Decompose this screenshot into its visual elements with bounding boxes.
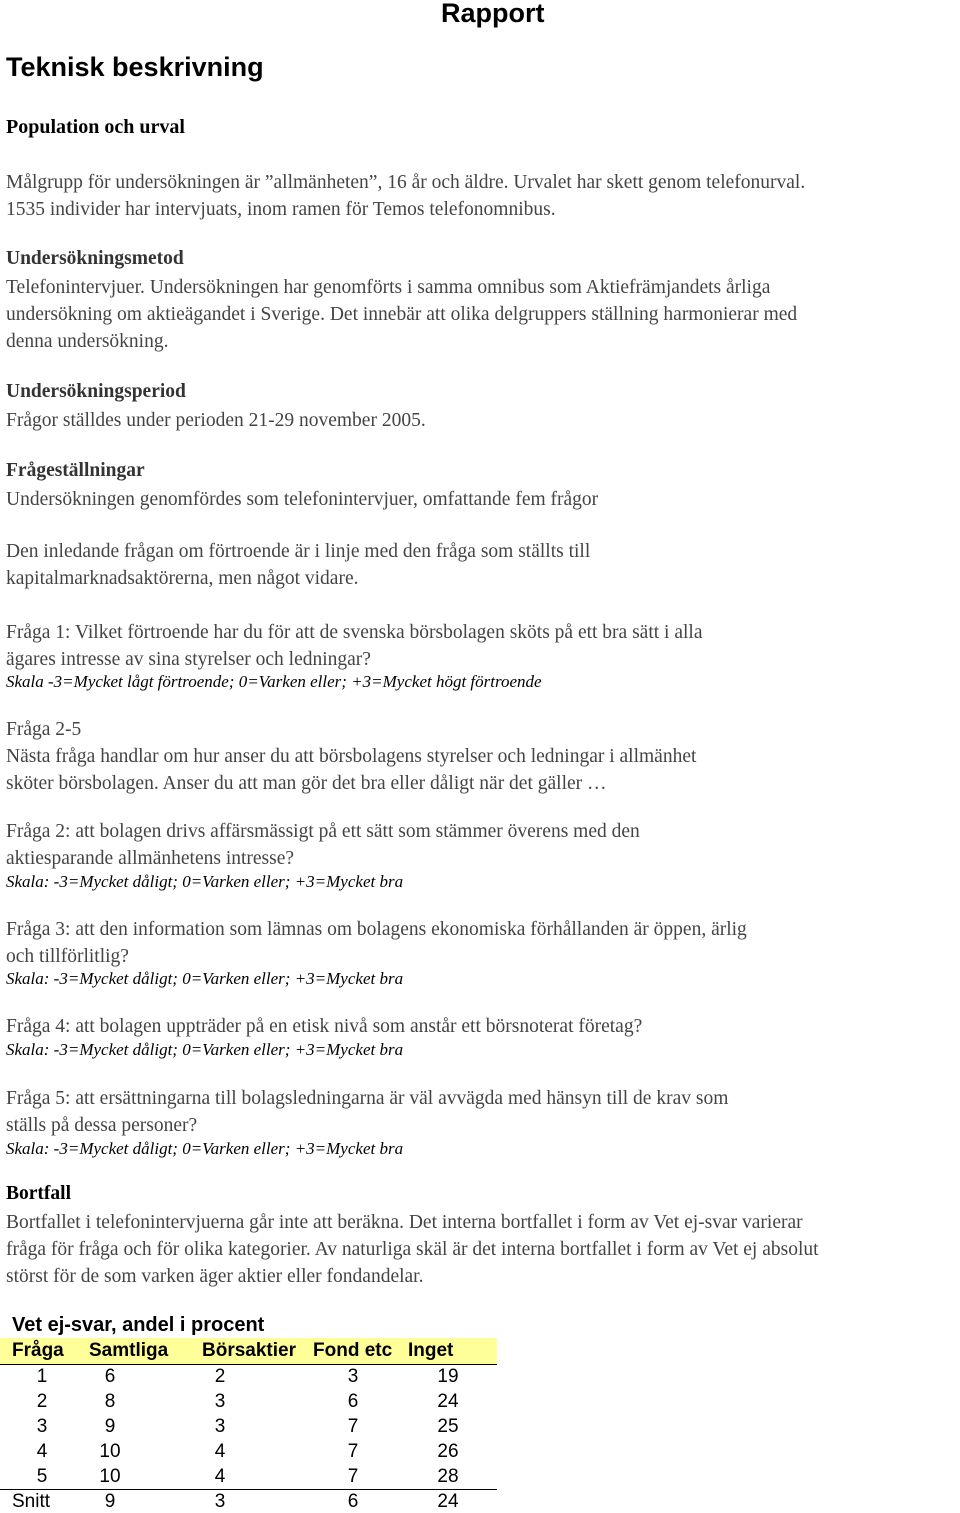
table-header-samtliga: Samtliga: [89, 1340, 169, 1361]
fragestallningar-text: [6, 486, 598, 513]
section-heading-period: Undersökningsperiod: [6, 381, 186, 402]
fraga3-scale: Skala: -3=Mycket dåligt; 0=Varken eller; +3=Mycket bra: [6, 969, 404, 988]
metod-text: [6, 274, 797, 355]
section-heading-bortfall: Bortfall: [6, 1183, 71, 1204]
table-cell: 4: [214, 1441, 226, 1462]
table-cell: 6: [104, 1366, 116, 1387]
table-cell: 1: [36, 1366, 48, 1387]
table-cell: 7: [347, 1416, 359, 1437]
text-line: Undersökningen genomfördes som telefonintervjuer, omfattande fem frågor: [6, 489, 599, 510]
text-line: Fråga 1: Vilket förtroende har du för att de svenska börsbolagen sköts på ett bra sätt i alla: [6, 622, 703, 643]
table-cell: 7: [347, 1441, 359, 1462]
table-cell: 7: [347, 1466, 359, 1487]
section-heading-population: Population och urval: [6, 116, 185, 138]
page-title: Teknisk beskrivning: [6, 52, 264, 82]
fraga1-text: [6, 619, 702, 673]
text-line: Fråga 2-5: [6, 719, 82, 740]
text-line: undersökning om aktieägandet i Sverige. Det innebär att olika delgruppers ställning harmonierar med: [6, 304, 798, 325]
table-header-inget: Inget: [408, 1340, 454, 1361]
table-cell: 24: [437, 1391, 459, 1412]
section-heading-metod: Undersökningsmetod: [6, 248, 184, 269]
table-title: Vet ej-svar, andel i procent: [12, 1314, 265, 1336]
text-line: Telefonintervjuer. Undersökningen har genomförts i samma omnibus som Aktiefrämjandets årliga: [6, 277, 771, 298]
table-cell: 3: [214, 1416, 226, 1437]
table-cell: 5: [36, 1466, 48, 1487]
text-line: sköter börsbolagen. Anser du att man gör det bra eller dåligt när det gäller …: [6, 773, 607, 794]
text-line: och tillförlitlig?: [6, 946, 129, 967]
table-cell: 10: [99, 1466, 121, 1487]
table-cell: 3: [214, 1391, 226, 1412]
table-cell: 24: [437, 1491, 459, 1512]
fraga25-text: [6, 716, 696, 797]
text-line: Fråga 3: att den information som lämnas om bolagens ekonomiska förhållanden är öppen, ärlig: [6, 919, 747, 940]
fraga2-scale: Skala: -3=Mycket dåligt; 0=Varken eller; +3=Mycket bra: [6, 872, 404, 891]
text-line: ägares intresse av sina styrelser och ledningar?: [6, 649, 371, 670]
text-line: Den inledande frågan om förtroende är i linje med den fråga som ställts till: [6, 541, 591, 562]
bortfall-text: [6, 1209, 819, 1290]
section-heading-fragestallningar: Frågeställningar: [6, 460, 145, 481]
fraga4-text: [6, 1013, 642, 1040]
text-line: denna undersökning.: [6, 331, 169, 352]
table-cell: 28: [437, 1466, 459, 1487]
table-cell: 6: [347, 1491, 359, 1512]
table-cell: 2: [36, 1391, 48, 1412]
text-line: fråga för fråga och för olika kategorier. Av naturliga skäl är det interna bortfallet i form av Vet ej absolut: [6, 1239, 819, 1260]
table-summary-border: [0, 1489, 497, 1490]
text-line: Målgrupp för undersökningen är ”allmänheten”, 16 år och äldre. Urvalet har skett genom telefonurval.: [6, 172, 806, 193]
report-header: Rapport: [441, 0, 545, 28]
table-cell: 10: [99, 1441, 121, 1462]
table-header-border: [0, 1364, 497, 1365]
text-line: Bortfallet i telefonintervjuerna går inte att beräkna. Det interna bortfallet i form av Vet ej-svar varierar: [6, 1212, 803, 1233]
table-cell: 19: [437, 1366, 459, 1387]
text-line: 1535 individer har intervjuats, inom ramen för Temos telefonomnibus.: [6, 199, 556, 220]
inledande-text: [6, 538, 590, 592]
table-cell: 4: [214, 1466, 226, 1487]
table-cell: 3: [347, 1366, 359, 1387]
table-cell: 9: [104, 1416, 116, 1437]
table-cell-snitt-label: Snitt: [12, 1491, 51, 1512]
text-line: Nästa fråga handlar om hur anser du att börsbolagens styrelser och ledningar i allmänhet: [6, 746, 697, 767]
table-cell: 25: [437, 1416, 459, 1437]
table-cell: 3: [36, 1416, 48, 1437]
fraga5-text: [6, 1085, 728, 1139]
table-header-fond: Fond etc: [313, 1340, 393, 1361]
fraga4-scale: Skala: -3=Mycket dåligt; 0=Varken eller; +3=Mycket bra: [6, 1040, 404, 1059]
text-line: Fråga 4: att bolagen uppträder på en etisk nivå som anstår ett börsnoterat företag?: [6, 1016, 643, 1037]
table-cell: 6: [347, 1391, 359, 1412]
table-cell: 2: [214, 1366, 226, 1387]
text-line: aktiesparande allmänhetens intresse?: [6, 848, 295, 869]
text-line: kapitalmarknadsaktörerna, men något vidare.: [6, 568, 359, 589]
population-text: [6, 169, 805, 223]
table-cell: 8: [104, 1391, 116, 1412]
table-header-fraga: Fråga: [12, 1340, 64, 1361]
period-text: [6, 407, 426, 434]
table-header-borsaktier: Börsaktier: [202, 1340, 296, 1361]
table-cell: 3: [214, 1491, 226, 1512]
text-line: Fråga 2: att bolagen drivs affärsmässigt på ett sätt som stämmer överens med den: [6, 821, 640, 842]
fraga1-scale: Skala -3=Mycket lågt förtroende; 0=Varken eller; +3=Mycket högt förtroende: [6, 672, 542, 691]
text-line: ställs på dessa personer?: [6, 1115, 198, 1136]
text-line: Frågor ställdes under perioden 21-29 november 2005.: [6, 410, 426, 431]
fraga5-scale: Skala: -3=Mycket dåligt; 0=Varken eller; +3=Mycket bra: [6, 1139, 404, 1158]
fraga3-text: [6, 916, 747, 970]
table-cell: 4: [36, 1441, 48, 1462]
text-line: störst för de som varken äger aktier eller fondandelar.: [6, 1266, 424, 1287]
fraga2-text: [6, 818, 640, 872]
table-cell: 9: [104, 1491, 116, 1512]
table-cell: 26: [437, 1441, 459, 1462]
text-line: Fråga 5: att ersättningarna till bolagsledningarna är väl avvägda med hänsyn till de krav som: [6, 1088, 729, 1109]
